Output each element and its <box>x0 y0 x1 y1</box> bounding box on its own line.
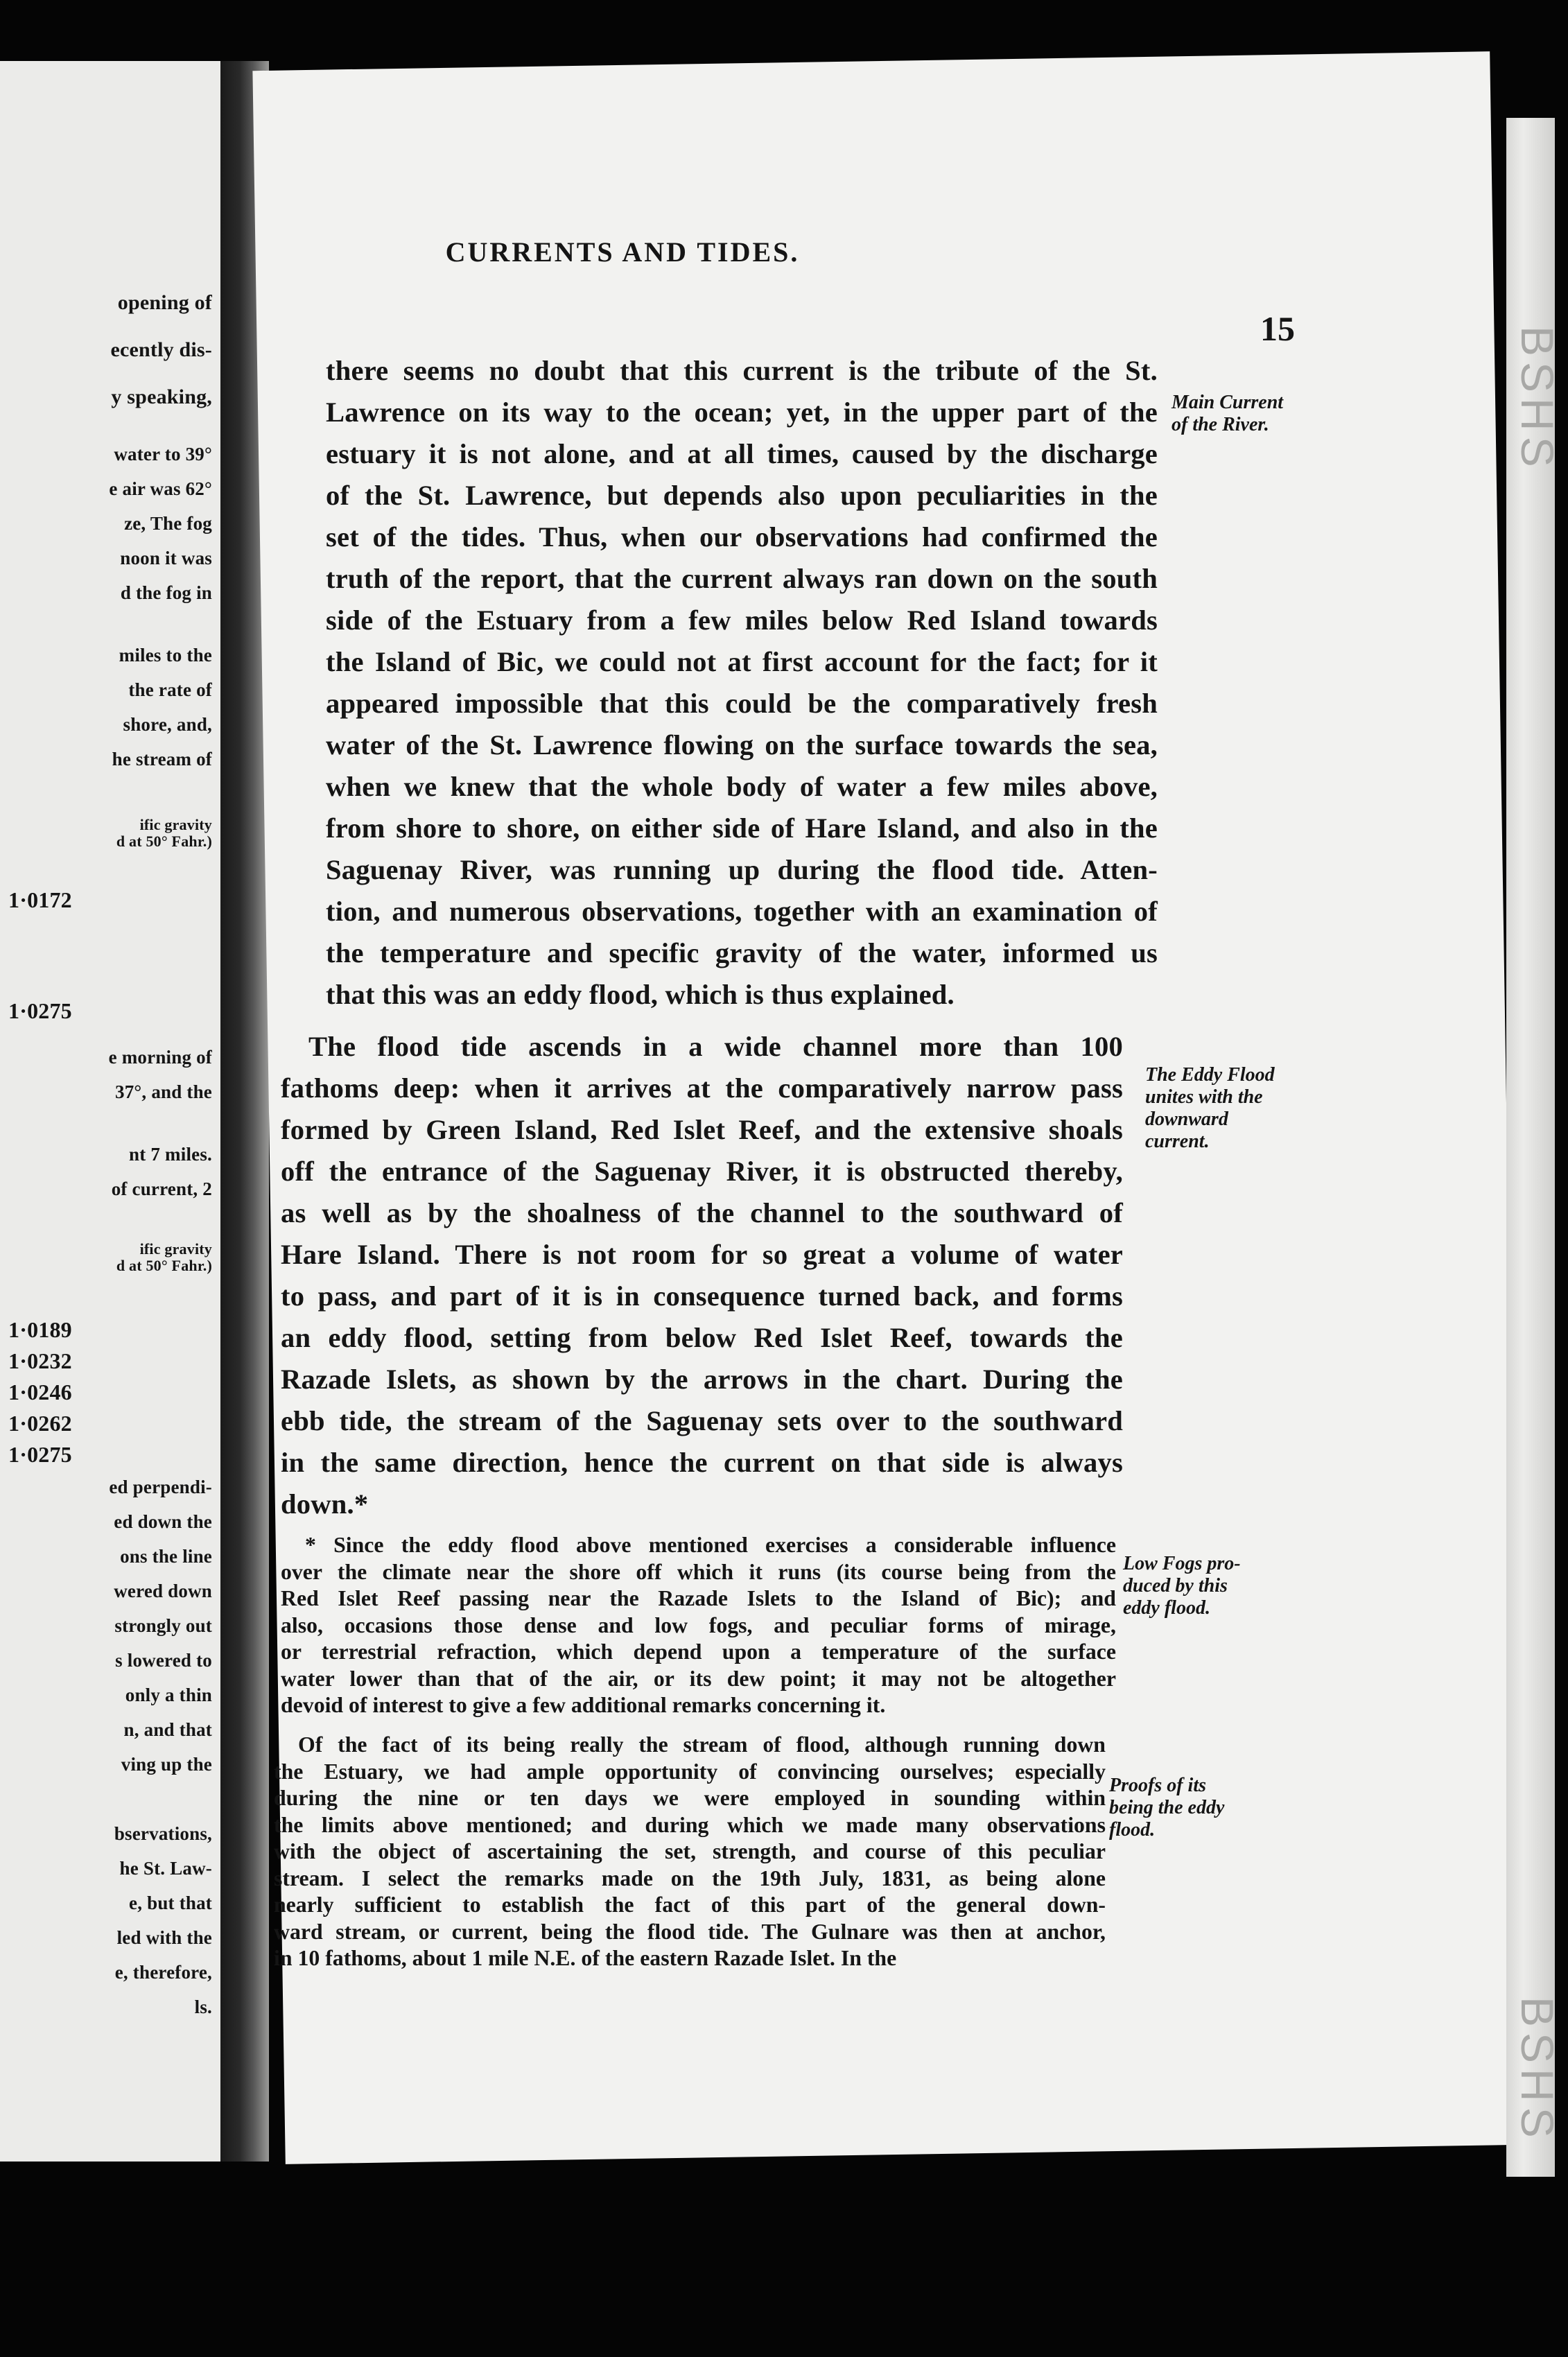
side-note-text-line: current. <box>1145 1131 1210 1152</box>
footnote-text-line: with the object of ascertaining the set, strength, and course of this peculiar <box>274 1839 1106 1863</box>
facing-page-fragment <box>0 61 220 2162</box>
side-note-text-line: unites with the <box>1145 1086 1263 1108</box>
side-note-text-line: eddy flood. <box>1123 1597 1210 1619</box>
facing-page-text-fragment: e, but that <box>129 1893 212 1913</box>
footnote-text-line: also, occasions those dense and low fogs, and peculiar forms of mirage, <box>281 1612 1116 1637</box>
running-head: CURRENTS AND TIDES. <box>445 236 800 268</box>
footnote-text-line: the Estuary, we had ample opportunity of convincing ourselves; especially <box>274 1759 1106 1784</box>
footnote-text-line: in 10 fathoms, about 1 mile N.E. of the eastern Razade Islet. In the <box>274 1946 897 1970</box>
side-note-proofs <box>1109 1775 1224 1841</box>
facing-page-text-fragment: ific gravity <box>139 1240 212 1258</box>
facing-page-text-fragment: 37°, and the <box>115 1081 212 1102</box>
facing-page-text-fragment: nt 7 miles. <box>129 1144 212 1165</box>
footnote-text-line: Of the fact of its being really the stream of flood, although running down <box>298 1732 1106 1757</box>
facing-page-text-fragment: water to 39° <box>114 444 212 464</box>
body-text-line: when we knew that the whole body of water a few miles above, <box>326 771 1158 802</box>
facing-page-text-fragment: ze, The fog <box>124 513 212 534</box>
facing-page-text-fragment: bservations, <box>114 1823 212 1844</box>
side-note-text-line: being the eddy <box>1109 1797 1225 1818</box>
facing-page-text-fragment: 1·0275 <box>8 1442 72 1467</box>
body-text-line: in the same direction, hence the current on that side is always <box>281 1447 1123 1478</box>
facing-page-text-fragment: ed perpendi- <box>109 1477 212 1497</box>
side-note-text-line: downward <box>1145 1108 1228 1130</box>
body-text-line: tion, and numerous observations, together with an examination of <box>326 896 1158 927</box>
footnote-text-line: nearly sufficient to establish the fact of this part of the general down- <box>274 1893 1106 1917</box>
body-text-line: an eddy flood, setting from below Red Islet Reef, towards the <box>281 1322 1123 1353</box>
facing-page-text-fragment: 1·0232 <box>8 1348 72 1373</box>
facing-page-text-fragment: y speaking, <box>111 385 212 408</box>
facing-page-text-fragment: n, and that <box>123 1719 212 1740</box>
footnote-text-line: or terrestrial refraction, which depend upon a temperature of the surface <box>281 1640 1116 1664</box>
facing-page-text-fragment: 1·0189 <box>8 1317 72 1342</box>
side-note-text-line: The Eddy Flood <box>1145 1064 1275 1086</box>
side-note-text-line: of the River. <box>1171 414 1269 435</box>
facing-page-text-fragment: ons the line <box>120 1546 212 1567</box>
facing-page-text-fragment: 1·0172 <box>8 887 72 912</box>
footnote-text-line: water lower than that of the air, or its dew point; it may not be altogether <box>281 1666 1116 1691</box>
facing-page-text-fragment: e, therefore, <box>114 1962 212 1983</box>
side-note-text-line: Proofs of its <box>1109 1775 1206 1796</box>
body-text-line: as well as by the shoalness of the channel to the southward of <box>281 1197 1123 1228</box>
facing-page-text-fragment: 1·0262 <box>8 1411 72 1436</box>
facing-page-text-fragment: d at 50° Fahr.) <box>116 833 212 850</box>
body-text-line: estuary it is not alone, and at all times, caused by the discharge <box>326 438 1158 469</box>
body-text-line: side of the Estuary from a few miles below Red Island towards <box>326 605 1158 636</box>
facing-page-text-fragment: he St. Law- <box>119 1858 212 1879</box>
body-text-line: of the St. Lawrence, but depends also upon peculiarities in the <box>326 480 1158 511</box>
body-text-line: The flood tide ascends in a wide channel more than 100 <box>308 1031 1123 1062</box>
body-text-line: water of the St. Lawrence flowing on the surface towards the sea, <box>326 729 1158 760</box>
body-text-line: ebb tide, the stream of the Saguenay sets over to the southward <box>281 1405 1123 1436</box>
body-text-line: the temperature and specific gravity of the water, informed us <box>326 937 1158 968</box>
footnote-1 <box>281 1532 1116 1719</box>
footnote-text-line: devoid of interest to give a few additional remarks concerning it. <box>281 1693 886 1717</box>
facing-page-text-fragment: ving up the <box>121 1754 212 1775</box>
footnote-text-line: * Since the eddy flood above mentioned exercises a considerable influence <box>305 1533 1116 1557</box>
side-note-main-current <box>1171 392 1283 436</box>
library-stamp: BSHS <box>1512 326 1563 473</box>
side-note-low-fogs <box>1123 1553 1241 1619</box>
facing-page-text-fragment: ecently dis- <box>110 338 212 361</box>
body-text-line: Lawrence on its way to the ocean; yet, in the upper part of the <box>326 397 1158 428</box>
footnote-text-line: over the climate near the shore off which it runs (its course being from the <box>281 1559 1116 1584</box>
body-text-line: formed by Green Island, Red Islet Reef, and the extensive shoals <box>281 1114 1123 1145</box>
facing-page-text-fragment: ific gravity <box>139 816 212 833</box>
library-stamp: BSHS <box>1512 1997 1563 2143</box>
body-paragraph-2 <box>281 1026 1123 1525</box>
body-text-line: truth of the report, that the current always ran down on the south <box>326 563 1158 594</box>
side-note-eddy-flood <box>1145 1064 1275 1153</box>
body-text-line: fathoms deep: when it arrives at the comparatively narrow pass <box>281 1072 1123 1104</box>
facing-page-text-fragment: he stream of <box>112 749 212 769</box>
body-text-line: Razade Islets, as shown by the arrows in the chart. During the <box>281 1364 1123 1395</box>
facing-page-text-fragment: shore, and, <box>123 714 212 735</box>
facing-page-text-fragment: d at 50° Fahr.) <box>116 1257 212 1274</box>
facing-page-text-fragment: s lowered to <box>115 1650 212 1671</box>
footnote-text-line: during the nine or ten days we were employed in sounding within <box>274 1786 1106 1810</box>
body-text-line: from shore to shore, on either side of Hare Island, and also in the <box>326 812 1158 844</box>
facing-page-text-fragment: strongly out <box>114 1615 212 1636</box>
facing-page-text-fragment: led with the <box>116 1927 212 1948</box>
body-text-line: set of the tides. Thus, when our observations had confirmed the <box>326 521 1158 553</box>
side-note-text-line: Main Current <box>1171 392 1284 413</box>
body-text-line: the Island of Bic, we could not at first account for the fact; for it <box>326 646 1158 677</box>
facing-page-text-fragment: ed down the <box>114 1511 212 1532</box>
facing-page-text-fragment: ls. <box>194 1997 212 2017</box>
body-text-line: appeared impossible that this could be the comparatively fresh <box>326 688 1158 719</box>
footnote-text-line: the limits above mentioned; and during which we made many observations <box>274 1812 1106 1837</box>
side-note-text-line: flood. <box>1109 1819 1156 1841</box>
footnote-text-line: ward stream, or current, being the flood tide. The Gulnare was then at anchor, <box>274 1919 1106 1944</box>
body-text-line: Hare Island. There is not room for so great a volume of water <box>281 1239 1123 1270</box>
facing-page-text-fragment: opening of <box>117 291 212 314</box>
facing-page-text-fragment: only a thin <box>125 1685 212 1705</box>
body-paragraph-1 <box>326 350 1158 1016</box>
body-text-line: there seems no doubt that this current is the tribute of the St. <box>326 355 1158 386</box>
facing-page-text-fragment: 1·0275 <box>8 998 72 1023</box>
facing-page-text-fragment: e air was 62° <box>109 478 212 499</box>
side-note-text-line: Low Fogs pro- <box>1123 1553 1241 1574</box>
body-text-line: that this was an eddy flood, which is thus explained. <box>326 979 955 1010</box>
facing-page-text-fragment: miles to the <box>119 645 212 666</box>
facing-page-text-fragment: of current, 2 <box>111 1178 212 1199</box>
footnote-text-line: Red Islet Reef passing near the Razade Islets to the Island of Bic); and <box>281 1586 1116 1610</box>
body-text-line: down.* <box>281 1488 369 1520</box>
facing-page-text-fragment: noon it was <box>120 548 212 568</box>
body-text-line: to pass, and part of it is in consequence turned back, and forms <box>281 1280 1123 1312</box>
facing-page-text-fragment: e morning of <box>108 1047 212 1068</box>
body-text-line: off the entrance of the Saguenay River, it is obstructed thereby, <box>281 1156 1123 1187</box>
footnote-2 <box>274 1732 1106 1972</box>
facing-page-text-fragment: wered down <box>114 1581 212 1601</box>
facing-page-text-fragment: the rate of <box>128 679 212 700</box>
body-text-line: Saguenay River, was running up during the flood tide. Atten- <box>326 854 1158 885</box>
footnote-text-line: stream. I select the remarks made on the 19th July, 1831, as being alone <box>274 1865 1106 1890</box>
page-number: 15 <box>1260 309 1295 348</box>
facing-page-text-fragment: 1·0246 <box>8 1380 72 1404</box>
facing-page-text-fragment: d the fog in <box>120 582 212 603</box>
side-note-text-line: duced by this <box>1123 1575 1228 1597</box>
